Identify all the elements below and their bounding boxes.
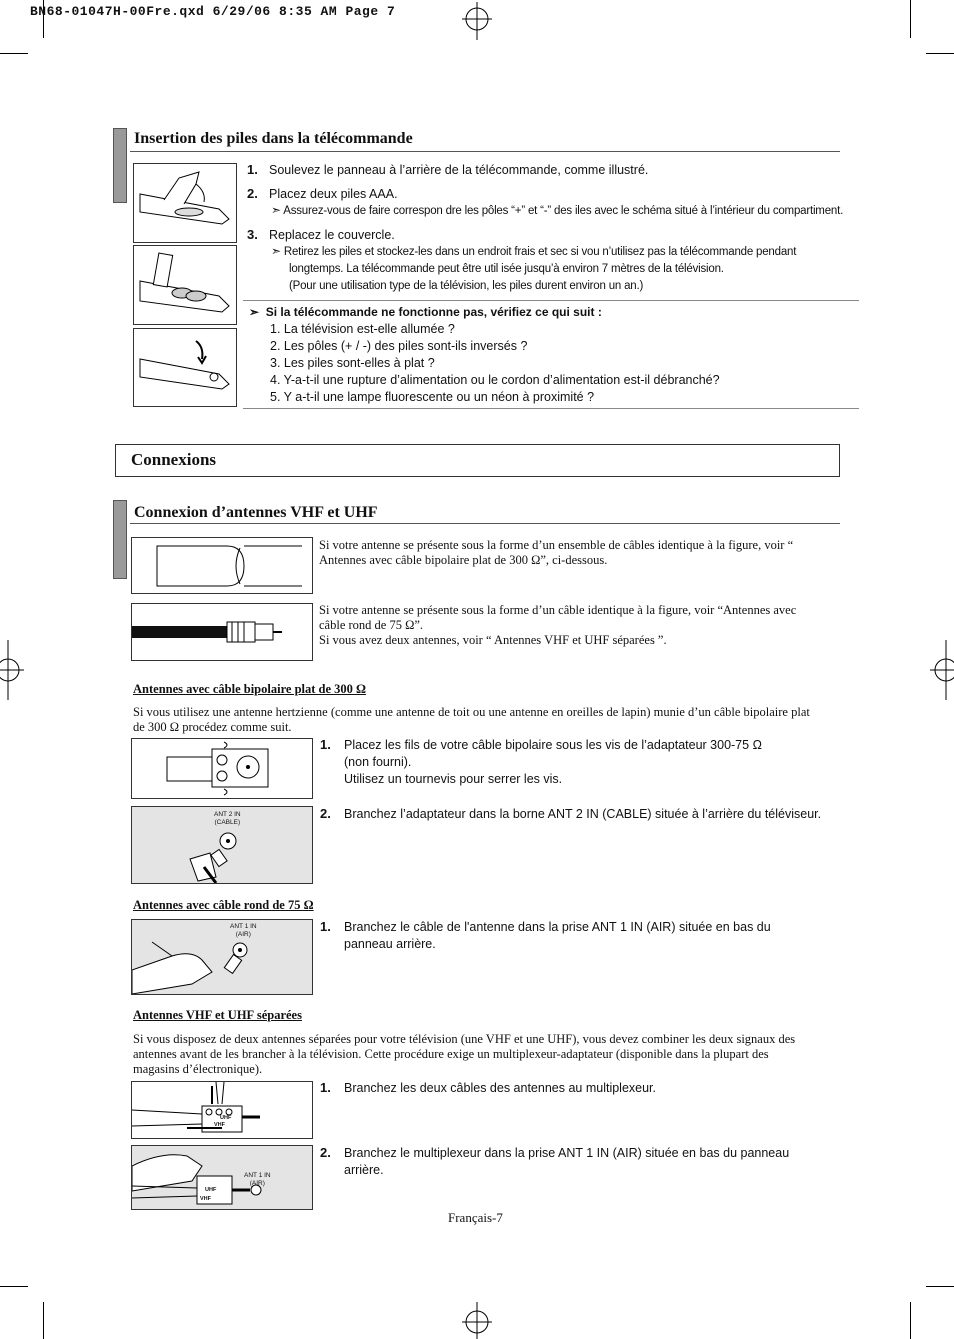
remote-close-figure bbox=[133, 328, 237, 407]
troubleshoot-block: ➣ Si la télécommande ne fonctionne pas, vérifiez ce qui suit : 1. La télévision est-elle allumée ? 2. Les pôles (+ / -) des piles sont-ils inversés ? 3. Les piles sont-elles à plat ? 4. Y-a-t-il une rupture d’alimentation ou le cordon d’alimentation est-il débranché? 5. Y a-t-il une lampe fluorescente ou un néon à proximité ? bbox=[249, 305, 720, 404]
remote-batteries-figure bbox=[133, 245, 237, 325]
crop-mark bbox=[0, 1286, 28, 1287]
crop-mark bbox=[910, 1302, 911, 1339]
connexions-banner bbox=[115, 444, 840, 477]
adapter-figure bbox=[131, 738, 313, 799]
ant2-figure bbox=[131, 806, 313, 884]
separate-text: Si vous disposez de deux antennes séparées pour votre télévision (une VHF et une UHF), vous devez combiner les deux signaux des antennes avant de les brancher à la télévision. Cette procédure exige un multiplexeur-adaptateur (disponible dans la plupart des magasins d’électronique). bbox=[133, 1032, 796, 1076]
multiplexer-figure bbox=[131, 1081, 313, 1139]
page-header: BN68-01047H-00Fre.qxd 6/29/06 8:35 AM Page 7 bbox=[30, 4, 396, 19]
crop-mark bbox=[926, 1286, 954, 1287]
battery-step-2-note: ➣ Assurez-vous de faire correspon dre les pôles “+” et “-” des iles avec le schéma situé à l’intérieur du compartiment. bbox=[271, 203, 844, 217]
note-arrow-icon: ➣ bbox=[249, 305, 260, 319]
separate-step-1: 1. Branchez les deux câbles des antennes au multiplexeur. bbox=[320, 1080, 656, 1095]
antenna-intro-2: Si votre antenne se présente sous la forme d’un câble identique à la figure, voir “Antennes avec câble rond de 75 Ω”. Si vous avez deux antennes, voir “ Antennes VHF et UHF séparées ”. bbox=[319, 603, 797, 647]
note-arrow-icon: ➣ bbox=[271, 203, 281, 217]
note-arrow-icon: ➣ bbox=[271, 244, 281, 258]
flat-step-2: 2. Branchez l’adaptateur dans la borne ANT 2 IN (CABLE) située à l’arrière du téléviseur. bbox=[320, 806, 822, 821]
flat-step-1: 1. Placez les fils de votre câble bipolaire sous les vis de l’adaptateur 300-75 Ω (non fourni). Utilisez un tournevis pour serrer les vis. bbox=[320, 737, 762, 786]
check-item: 1. La télévision est-elle allumée ? bbox=[270, 322, 455, 336]
subsection-title: Antennes avec câble rond de 75 Ω bbox=[133, 898, 314, 912]
battery-step-1: 1. Soulevez le panneau à l’arrière de la télécommande, comme illustré. bbox=[247, 162, 649, 177]
registration-target-icon bbox=[462, 2, 492, 42]
registration-target-icon bbox=[462, 1302, 492, 1339]
crop-mark bbox=[0, 53, 28, 54]
check-item: 3. Les piles sont-elles à plat ? bbox=[270, 356, 435, 370]
crop-mark bbox=[910, 0, 911, 38]
subsection-title: Antennes avec câble bipolaire plat de 300 Ω bbox=[133, 682, 367, 696]
check-item: 5. Y a-t-il une lampe fluorescente ou un néon à proximité ? bbox=[270, 390, 595, 404]
flat-cable-text: Si vous utilisez une antenne hertzienne (comme une antenne de toit ou une antenne en oreilles de lapin) munie d’un câble bipolaire plat de 300 Ω procédez comme suit. bbox=[133, 705, 810, 734]
round-step-1: 1. Branchez le câble de l'antenne dans la prise ANT 1 IN (AIR) située en bas du panneau arrière. bbox=[320, 919, 771, 951]
page-footer: Français-7 bbox=[448, 1210, 503, 1225]
registration-target-icon bbox=[0, 640, 24, 700]
battery-step-3: 3. Replacez le couvercle. bbox=[247, 227, 395, 242]
ant1-round-figure bbox=[131, 919, 313, 995]
section-marker bbox=[113, 128, 127, 203]
remote-open-figure bbox=[133, 163, 237, 243]
uhf-label: UHF bbox=[220, 1115, 232, 1121]
divider bbox=[130, 523, 840, 524]
ant1-label: ANT 1 IN (AIR) bbox=[230, 923, 257, 938]
separate-step-2: 2. Branchez le multiplexeur dans la prise ANT 1 IN (AIR) située en bas du panneau arrière. bbox=[320, 1145, 790, 1177]
vhf-label: VHF bbox=[214, 1122, 225, 1128]
round-cable-figure bbox=[131, 603, 313, 661]
ant2-label: ANT 2 IN (CABLE) bbox=[214, 811, 241, 826]
section-title: Insertion des piles dans la télécommande bbox=[134, 130, 413, 147]
check-item: 4. Y-a-t-il une rupture d’alimentation ou le cordon d’alimentation est-il débranché? bbox=[270, 373, 720, 387]
uhf-label: UHF bbox=[205, 1187, 217, 1193]
flat-cable-figure bbox=[131, 537, 313, 594]
multiplexer-ant1-figure bbox=[131, 1145, 313, 1210]
divider bbox=[243, 408, 859, 409]
ant1-label: ANT 1 IN (AIR) bbox=[244, 1172, 271, 1187]
section-title: Connexion d’antennes VHF et UHF bbox=[134, 504, 378, 521]
registration-target-icon bbox=[930, 640, 954, 700]
crop-mark bbox=[926, 53, 954, 54]
divider bbox=[243, 300, 859, 301]
check-item: 2. Les pôles (+ / -) des piles sont-ils inversés ? bbox=[270, 339, 528, 353]
battery-step-2: 2. Placez deux piles AAA. bbox=[247, 186, 398, 201]
subsection-title: Antennes VHF et UHF séparées bbox=[133, 1008, 302, 1022]
battery-step-3-note: ➣ Retirez les piles et stockez-les dans un endroit frais et sec si vou n’utilisez pas la télécommande pendant longtemps. La télécommande peut être util isée jusqu’à environ 7 mètres de la télévision. (Pour une utilisation type de la télévision, les piles durent environ un an.) bbox=[271, 244, 797, 292]
antenna-intro-1: Si votre antenne se présente sous la forme d’un ensemble de câbles identique à la figure, voir “ Antennes avec câble bipolaire plat de 300 Ω”, ci-dessous. bbox=[319, 538, 794, 567]
divider bbox=[130, 151, 840, 152]
section-marker bbox=[113, 500, 127, 579]
connexions-title: Connexions bbox=[131, 450, 217, 469]
vhf-label: VHF bbox=[200, 1196, 211, 1202]
crop-mark bbox=[43, 1302, 44, 1339]
